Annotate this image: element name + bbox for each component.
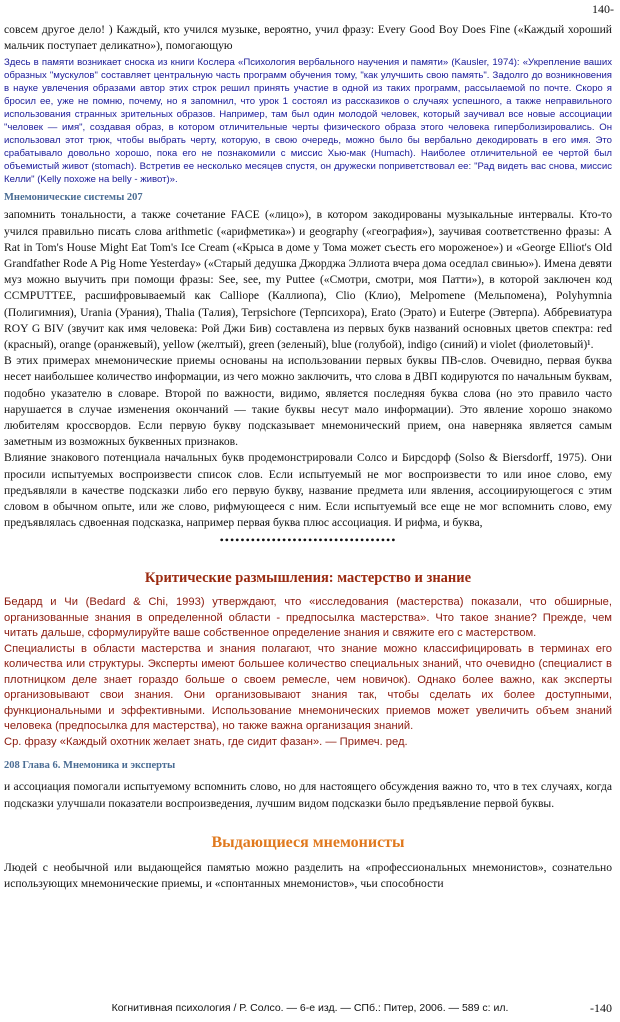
paragraph-6: Людей с необычной или выдающейся памятью можно разделить на «профессиональных мнемонистов», сознательно использующих мнемонические приемы, и «спонтанных мнемонистов», чьи способности	[4, 860, 612, 891]
paragraph-1: совсем другое дело! ) Каждый, кто учился музыке, вероятно, учил фразу: Every Good Boy Does Fine («Каждый хороший мальчик поступает деликатно»), помогающую	[4, 23, 612, 53]
running-header-mnemonic-systems: Мнемонические системы 207	[4, 192, 143, 204]
page-number-bottom: -140	[590, 1001, 612, 1015]
paragraph-2: запомнить тональности, а также сочетание FACE («лицо»), в котором закодированы музыкальные интервалы. Кто-то учился правильно писать слова arithmetic («арифметика») и geography («география»), заучивая соответственно фразы: A Rat in Tom's House Might Eat Tom's Ice Cream («Крыса в доме у Тома может съесть его мороженое») и «George Elliot's Old Grandfather Rode A Pig Home Yesterday» («Старый дедушка Джорджа Эллиота вчера дома оседлал свинью»). Имена девяти муз можно выучить при помощи фразы: See, see, my Puttee («Смотри, смотри, моя Патти»), в которой заключен код CCMPUTTEE, расшифровываемый как Calliope (Каллиопа), Clio (Клио), Melpomene (Мельпомена), Polyhymnia (Полигимния), Urania (Урания), Thalia (Талия), Terpsichore (Терпсихора), Erato (Эрато) и Euterpe (Эвтерпа). Аббревиатура ROY G BIV (звучит как имя человека: Рой Джи Бив) составлена из первых букв названий основных цветов спектра: red (красный), orange (оранжевый), yellow (желтый), green (зеленый), blue (голубой), indigo (синий) и violet (фиолетовый)¹.	[4, 208, 612, 352]
paragraph-3: В этих примерах мнемонические приемы основаны на использовании первых буквы ПВ-слов. Очевидно, первая буква несет наибольшее количество информации, из чего можно заключить, что слова в ДВП кодируются по начальным буквам, подобно указателю в словаре. Второй по важности, видимо, является последняя буква слова (но это правило часто нарушается в случае изменения окончаний — такие буквы несут мало информации). Это явление хорошо знакомо любителям кроссвордов. Если первую букву подсказывает мнемонический прием, она наверняка является самым заметным из возможных буквенных признаков.	[4, 354, 612, 449]
page-number-top: 140-	[592, 2, 614, 16]
box-title: Критические размышления: мастерство и знание	[144, 570, 472, 587]
heading-outstanding-mnemonists: Выдающиеся мнемонисты	[211, 833, 405, 851]
footnote-kausler: Здесь в памяти возникает сноска из книги Кослера «Психология вербального научения и памяти» (Kausler, 1974): «Укрепление ваших образных "мускулов" составляет центральную часть программ обучения тому, "как улучшить свою память". Задолго до возникновения в науке увлечения образами автор этих строк решил принять участие в одной из таких программ, рассылаемой по почте. Скоро я бросил ее, уже не помню, почему, но я запомнил, что урок 1 состоял из рассказиков о случаях успешного, а также неправильного использования странных зрительных образов. Например, там был один молодой человек, который заучивал все новые ассоциации "человек — имя", создавая образ, в котором отличительные черты физического образа этого человека гиперболизировались. Он использовал этот трюк, чтобы выбрать черту, которую, в свою очередь, можно было бы вербально декодировать в его имя. Это срабатывало довольно хорошо, пока его не познакомили с миссис Хью-мак (Humach). Наиболее отличительной ее чертой был объемистый живот (stomach). Встретив ее несколько месяцев спустя, он дружески поприветствовал ее: "Рад видеть вас снова, миссис Келли" (Kelly похоже на belly - живот)».	[4, 57, 612, 186]
box-paragraph-1: Бедард и Чи (Bedard & Chi, 1993) утверждают, что «исследования (мастерства) показали, что обширные, организованные знания в определенной области - предпосылка мастерства». Что такое знание? Прежде, чем читать дальше, сформулируйте ваше собственное определение знания и свяжите его с мастерством.	[4, 596, 612, 640]
paragraph-5: и ассоциация помогали испытуемому вспомнить слово, но для настоящего обсуждения важно то, что в тех случаях, когда подсказки улучшали показатели воспроизведения, лучшим видом подсказки было предъявление первой буквы.	[4, 780, 612, 810]
box-footnote: Ср. фразу «Каждый охотник желает знать, где сидит фазан». — Примеч. ред.	[4, 735, 408, 748]
footer-citation: Когнитивная психология / Р. Солсо. — 6-е изд. — СПб.: Питер, 2006. — 589 с: ил.	[111, 1002, 509, 1014]
running-header-chapter-6: 208 Глава 6. Мнемоника и эксперты	[4, 760, 176, 772]
box-paragraph-2: Специалисты в области мастерства и знания полагают, что знание можно классифицировать в терминах его количества или структуры. Эксперты имеют большее количество специальных знаний, что очевидно (специалист в плотницком деле знает гораздо больше о своем ремесле, чем новичок). Однако более важно, как эксперты организовывают свои знания. Они организовывают знания так, чтобы сделать их более доступными, функциональными и эффективными. Использование мнемонических приемов может увеличить объем знаний человека (предпосылка для мастерства), но также важна организация знаний.	[4, 642, 612, 733]
separator-dots: ••••••••••••••••••••••••••••••••••	[219, 533, 397, 548]
paragraph-4: Влияние знакового потенциала начальных букв продемонстрировали Солсо и Бирсдорф (Solso & Biersdorff, 1975). Они просили испытуемых воспроизвести список слов. Если испытуемый не мог воспроизвести то или иное слово, ему предъявляли в качестве подсказки либо его первую букву, название предмета или явления, ассоциирующегося с этим словом в обычном опыте, или же слово, рифмующееся с ним. Если испытуемый все еще не мог вспомнить слово, ему предъявлялась сдвоенная подсказка, например первая буква плюс ассоциация. И рифма, и буква,	[4, 451, 612, 530]
